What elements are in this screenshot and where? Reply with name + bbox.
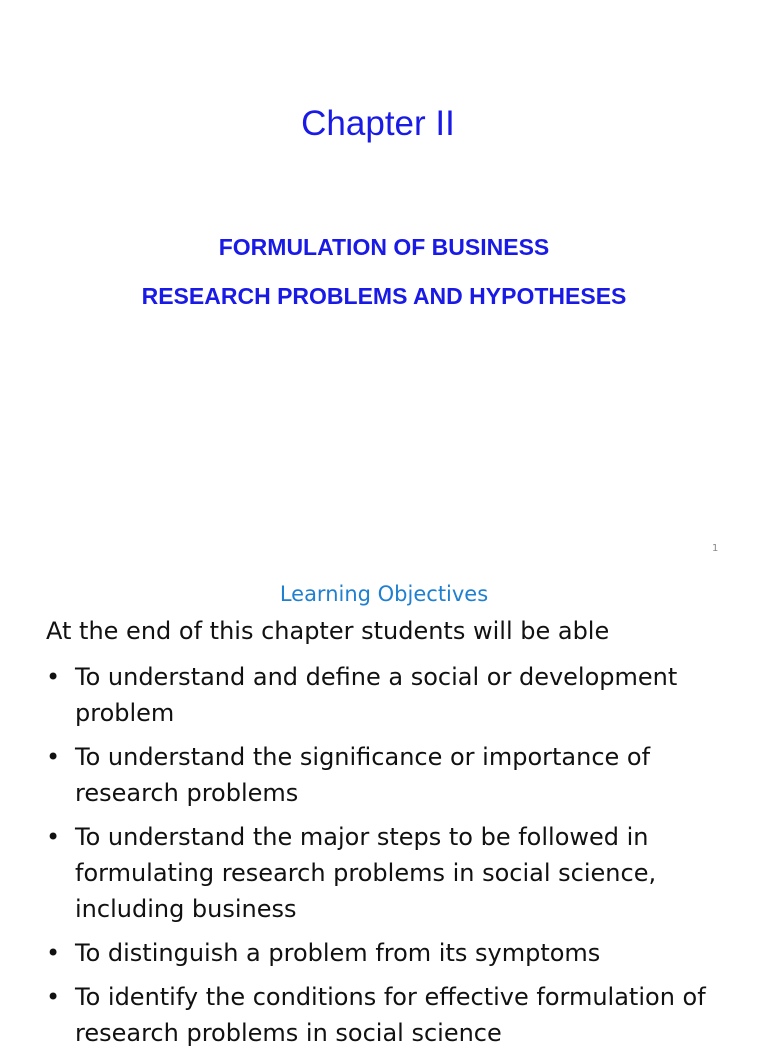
objectives-intro: At the end of this chapter students will be able <box>46 617 610 645</box>
subtitle-line-2: RESEARCH PROBLEMS AND HYPOTHESES <box>141 283 627 309</box>
bullet-icon: • <box>46 939 61 967</box>
list-item-text: To understand and define a social or development problem <box>75 663 678 727</box>
subtitle-line-1: FORMULATION OF BUSINESS <box>218 234 550 260</box>
objectives-list <box>46 659 746 1059</box>
list-item <box>46 819 746 927</box>
list-item <box>46 979 746 1051</box>
list-item <box>46 935 746 971</box>
list-item-text: To distinguish a problem from its symptoms <box>75 939 601 967</box>
list-item <box>46 739 746 811</box>
list-item-text: To understand the major steps to be followed in formulating research problems in social science, including business <box>75 823 657 923</box>
bullet-icon: • <box>46 743 61 771</box>
page-number: 1 <box>712 543 719 554</box>
bullet-icon: • <box>46 823 61 851</box>
bullet-icon: • <box>46 983 61 1011</box>
list-item <box>46 659 746 731</box>
slide-learning-objectives <box>0 576 768 1047</box>
chapter-title: Chapter II <box>301 104 455 143</box>
list-item-text: To identify the conditions for effective formulation of research problems in social science <box>75 983 706 1047</box>
bullet-icon: • <box>46 663 61 691</box>
list-item-text: To understand the significance or importance of research problems <box>75 743 651 807</box>
objectives-heading: Learning Objectives <box>279 582 489 606</box>
